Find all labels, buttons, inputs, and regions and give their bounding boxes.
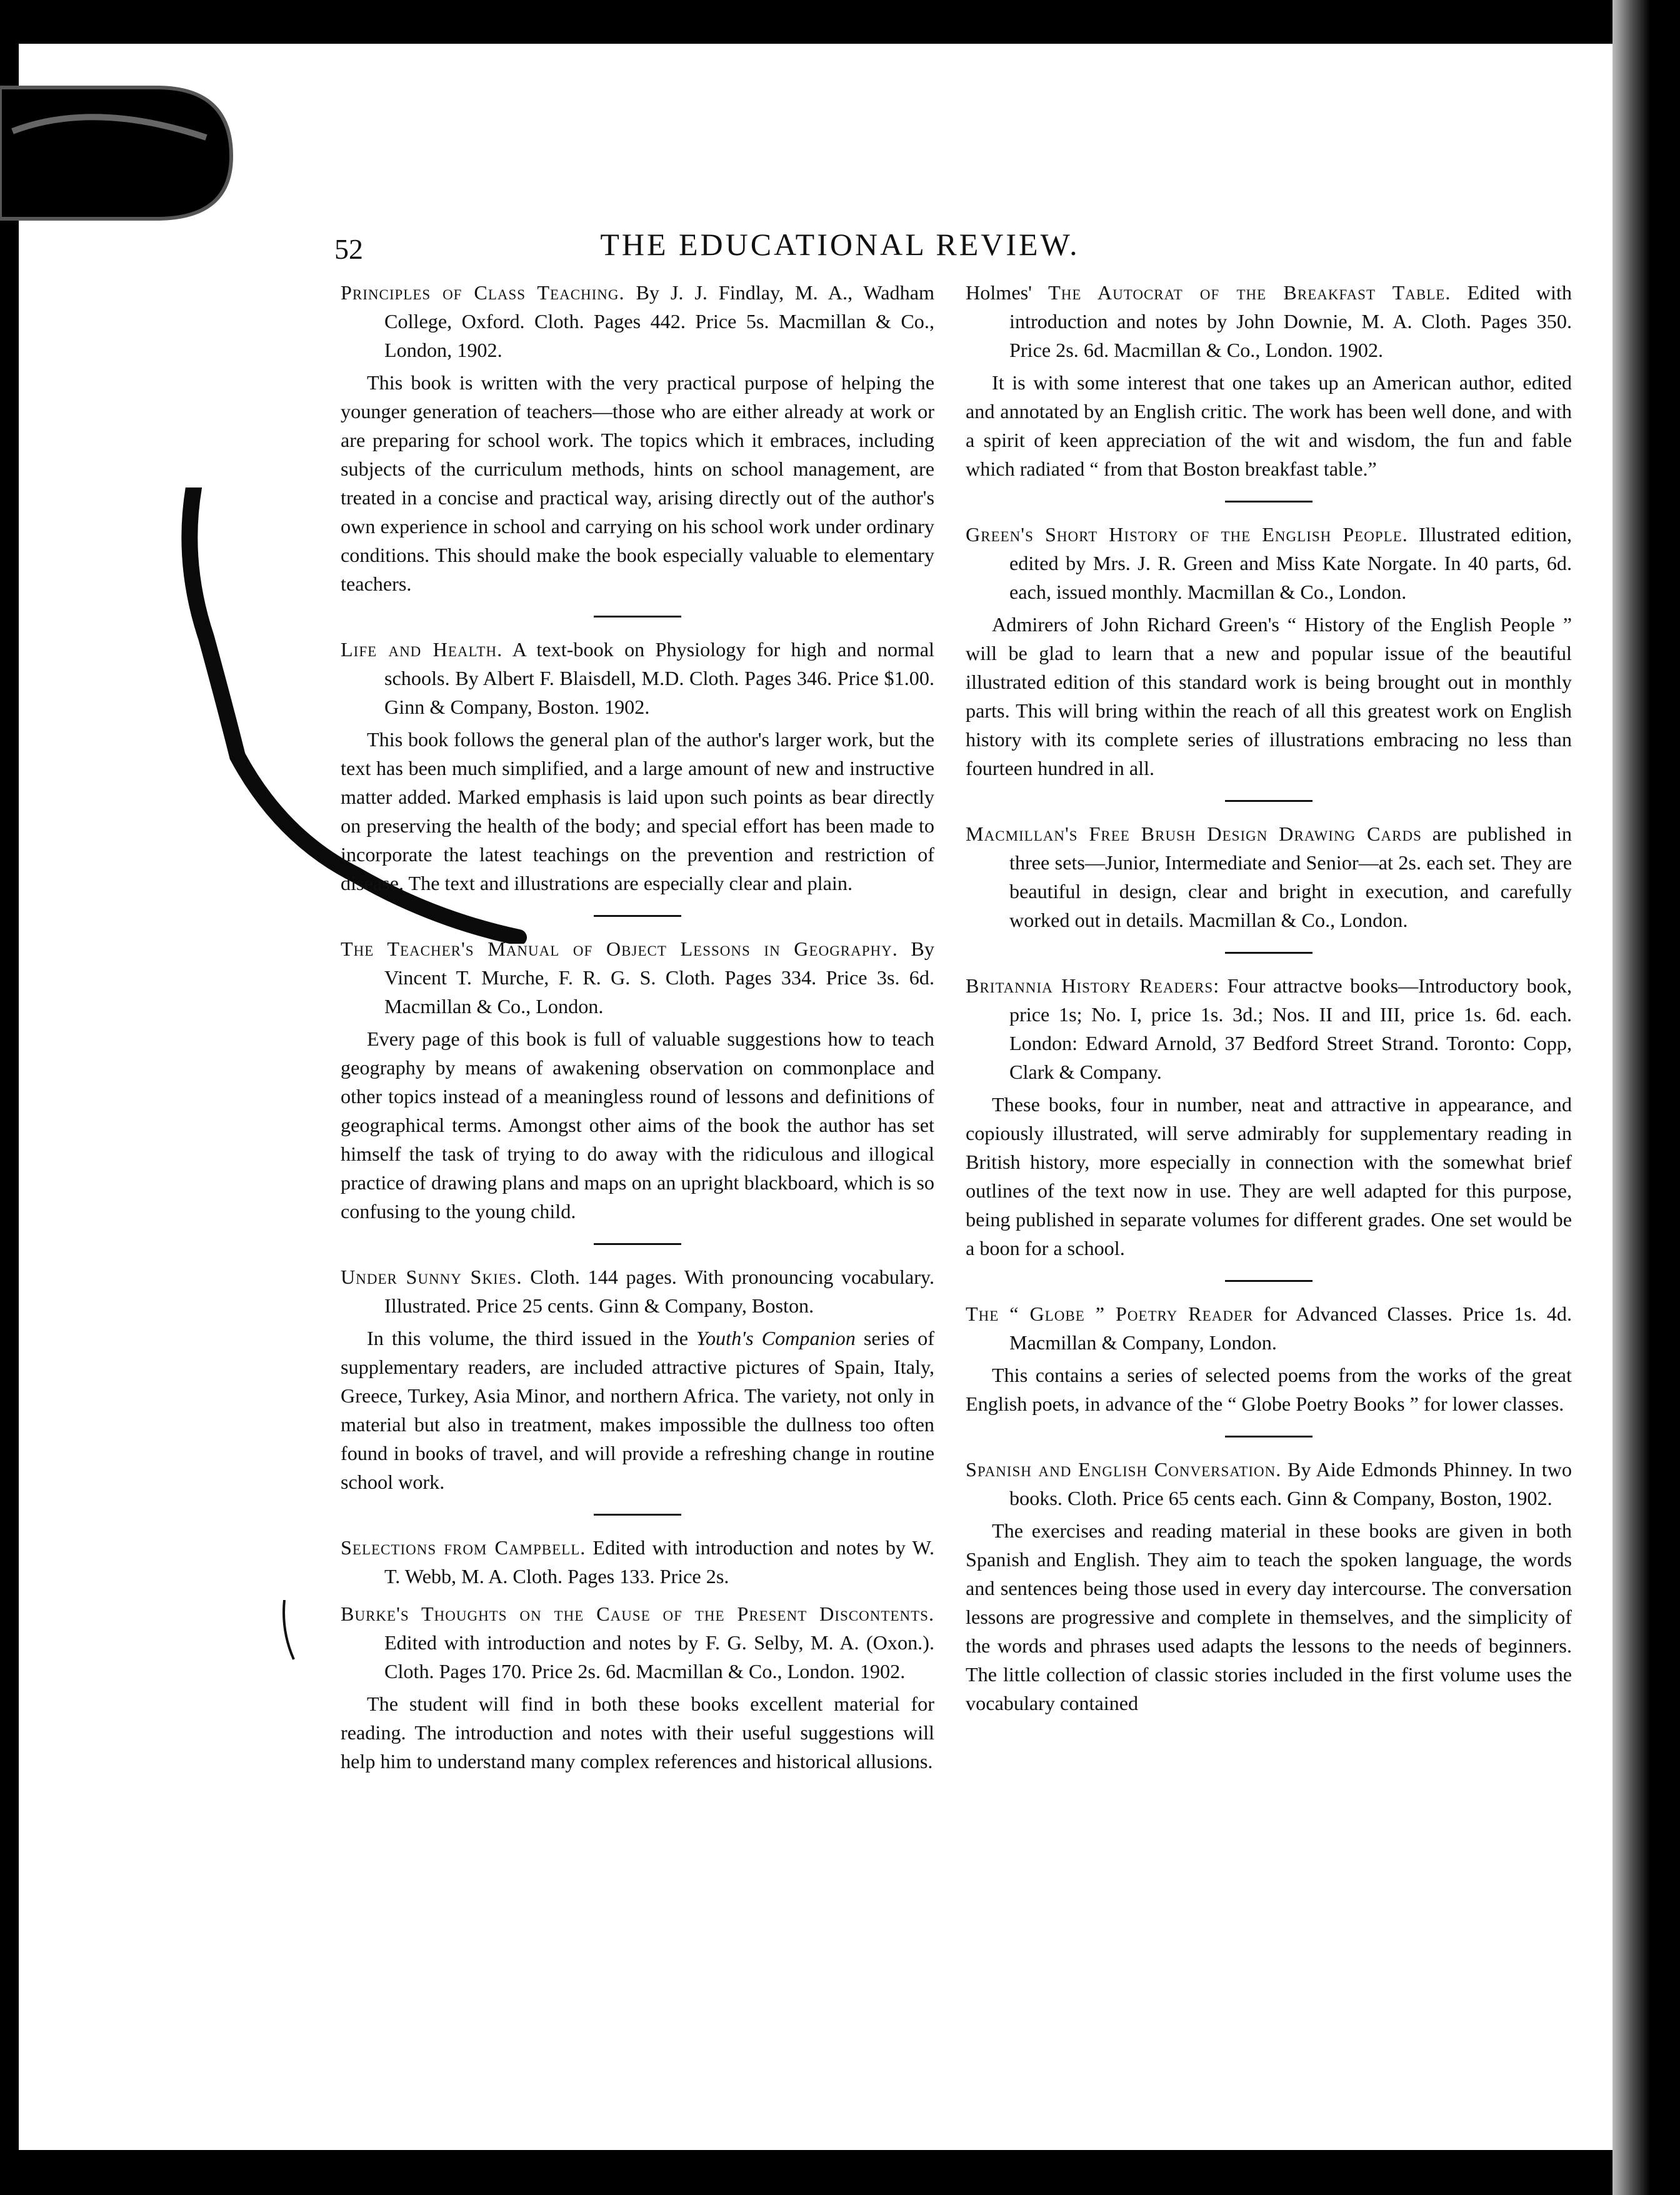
review-heading: [341, 1533, 934, 1591]
review-heading: [966, 278, 1572, 364]
review-body-italic-title: Youth's Companion: [696, 1327, 856, 1349]
review-globe-poetry-reader: [966, 1299, 1572, 1418]
review-title: Britannia History Readers:: [966, 974, 1220, 997]
review-title: Green's Short History of the English People.: [966, 523, 1408, 546]
running-head: THE EDUCATIONAL REVIEW.: [600, 227, 1080, 262]
review-spanish-english-conversation: [966, 1455, 1572, 1718]
review-bibliographic-details: Four attractve books—Introductory book, price 1s; No. I, price 1s. 3d.; Nos. II and III, price 1s. 6d. each. London: Edward Arnold, 37 Bedford Street Strand. Toronto: Copp, Clark & Company.: [1009, 974, 1572, 1083]
section-divider: [1225, 800, 1312, 802]
review-title: Life and Health.: [341, 638, 503, 661]
review-bibliographic-details: Illustrated edition, edited by Mrs. J. R. Green and Miss Kate Norgate. In 40 parts, 6d. each, issued monthly. Macmillan & Co., London.: [1009, 523, 1572, 603]
binding-clip-shadow: [0, 62, 238, 225]
review-selections-from-campbell: [341, 1533, 934, 1591]
section-divider: [1225, 952, 1312, 954]
page-number: 52: [334, 233, 363, 265]
review-life-and-health: [341, 635, 934, 898]
margin-ink-mark: [275, 1600, 300, 1662]
review-heading: [966, 1299, 1572, 1357]
review-heading: [341, 934, 934, 1021]
review-autocrat-breakfast-table: [966, 278, 1572, 483]
review-title: Principles of Class Teaching.: [341, 281, 625, 304]
section-divider: [1225, 1436, 1312, 1438]
section-divider: [594, 915, 681, 917]
section-divider: [1225, 501, 1312, 502]
review-heading: [341, 278, 934, 364]
review-bibliographic-details: A text-book on Physiology for high and normal schools. By Albert F. Blaisdell, M.D. Cloth. Pages 346. Price $1.00. Ginn & Company, Boston. 1902.: [384, 638, 935, 718]
review-body: Admirers of John Richard Green's “ History of the English People ” will be glad to learn that a new and popular issue of the beautiful illustrated edition of this standard work is being brought out in monthly parts. This will bring within the reach of all this greatest work on English history with its complete series of illustrations embracing no less than fourteen hundred in all.: [966, 613, 1572, 779]
review-body: This contains a series of selected poems from the works of the great English poets, in advance of the “ Globe Poetry Books ” for lower classes.: [966, 1364, 1572, 1415]
review-body: The exercises and reading material in these books are given in both Spanish and English. They aim to teach the spoken language, the words and sentences being those used in every day intercourse. The conversation lessons are progressive and complete in themselves, and the simplicity of the words and phrases used adapts the lessons to the needs of beginners. The little collection of classic stories included in the first volume uses the vocabulary contained: [966, 1519, 1572, 1714]
review-bibliographic-details: By Aide Edmonds Phinney. In two books. Cloth. Price 65 cents each. Ginn & Company, Boston, 1902.: [1009, 1458, 1572, 1509]
review-heading: [966, 971, 1572, 1086]
review-heading: [966, 1455, 1572, 1512]
section-divider: [594, 616, 681, 618]
review-body: This book follows the general plan of the author's larger work, but the text has been much simplified, and a large amount of new and instructive matter added. Marked emphasis is laid upon such points as bear directly on preserving the health of the body; and special effort has been made to incorporate the latest teachings on the prevention and restriction of disease. The text and illustrations are especially clear and plain.: [341, 728, 934, 894]
review-title: Burke's Thoughts on the Cause of the Present Discontents.: [341, 1602, 934, 1625]
review-body-text: In this volume, the third issued in the: [367, 1327, 697, 1349]
review-body: The student will find in both these books excellent material for reading. The introduction and notes with their useful suggestions will help him to understand many complex references and historical allusions.: [341, 1692, 934, 1772]
review-teachers-manual-object-lessons: [341, 934, 934, 1226]
review-heading: [341, 1262, 934, 1320]
section-divider: [594, 1243, 681, 1245]
review-heading: [341, 635, 934, 721]
left-column: [341, 278, 934, 1784]
review-title: Spanish and English Conversation.: [966, 1458, 1282, 1481]
review-body-text: series of supplementary readers, are included attractive pictures of Spain, Italy, Greece, Turkey, Asia Minor, and northern Africa. The variety, not only in material but also in treatment, makes impossible the dullness too often found in books of travel, and will provide a refreshing change in routine school work.: [341, 1327, 934, 1493]
review-title: The Teacher's Manual of Object Lessons in Geography.: [341, 938, 898, 960]
review-bibliographic-details: Cloth. 144 pages. With pronouncing vocabulary. Illustrated. Price 25 cents. Ginn & Company, Boston.: [384, 1266, 934, 1317]
review-title: The Autocrat of the Breakfast Table.: [1048, 281, 1451, 304]
review-body: It is with some interest that one takes up an American author, edited and annotated by an English critic. The work has been well done, and with a spirit of keen appreciation of the wit and wisdom, the fun and fable which radiated “ from that Boston breakfast table.”: [966, 371, 1572, 480]
page-gutter-shadow: [1612, 0, 1680, 2195]
review-body: These books, four in number, neat and attractive in appearance, and copiously illustrated, will serve admirably for supplementary reading in British history, more especially in connection with the somewhat brief outlines of the text now in use. They are well adapted for this purpose, being published in separate volumes for different grades. One set would be a boon for a school.: [966, 1093, 1572, 1259]
section-divider: [594, 1514, 681, 1516]
review-bibliographic-details: By J. J. Findlay, M. A., Wadham College, Oxford. Cloth. Pages 442. Price 5s. Macmillan & Co., London, 1902.: [384, 281, 935, 361]
review-title: The “ Globe ” Poetry Reader: [966, 1302, 1254, 1325]
scan-border-left: [0, 0, 19, 2195]
review-greens-short-history: [966, 520, 1572, 782]
review-bibliographic-details: are published in three sets—Junior, Intermediate and Senior—at 2s. each set. They are beautiful in design, clear and bright in execution, and carefully worked out in details. Macmillan & Co., London.: [1009, 822, 1572, 931]
right-column: [966, 278, 1572, 1726]
review-bibliographic-details: By Vincent T. Murche, F. R. G. S. Cloth. Pages 334. Price 3s. 6d. Macmillan & Co., London.: [384, 938, 934, 1018]
review-heading: [341, 1599, 934, 1686]
review-body: This book is written with the very practical purpose of helping the younger generation of teachers—those who are either already at work or are preparing for school work. The topics which it embraces, including subjects of the curriculum methods, hints on school management, are treated in a concise and practical way, arising directly out of the author's own experience in school and carrying on his school work under ordinary conditions. This should make the book especially valuable to elementary teachers.: [341, 371, 934, 595]
review-bibliographic-details: Edited with introduction and notes by F. G. Selby, M. A. (Oxon.). Cloth. Pages 170. Price 2s. 6d. Macmillan & Co., London. 1902.: [384, 1631, 934, 1682]
review-burkes-thoughts: [341, 1599, 934, 1776]
scan-border-top: [0, 0, 1680, 44]
review-heading: [966, 819, 1572, 934]
section-divider: [1225, 1280, 1312, 1282]
review-bibliographic-details: for Advanced Classes. Price 1s. 4d. Macmillan & Company, London.: [1009, 1302, 1572, 1354]
review-britannia-history-readers: [966, 971, 1572, 1262]
review-body: Every page of this book is full of valuable suggestions how to teach geography by means of awakening observation on commonplace and other topics instead of a meaningless round of lessons and definitions of geographical terms. Amongst other aims of the book the author has set himself the task of trying to do away with the ridiculous and illogical practice of drawing plans and maps on an upright blackboard, which is so confusing to the young child.: [341, 1028, 934, 1222]
review-bibliographic-details: Edited with introduction and notes by W. T. Webb, M. A. Cloth. Pages 133. Price 2s.: [384, 1536, 934, 1588]
review-body: [341, 1324, 934, 1496]
review-under-sunny-skies: [341, 1262, 934, 1496]
review-title: Selections from Campbell.: [341, 1536, 586, 1559]
review-bibliographic-details: Edited with introduction and notes by John Downie, M. A. Cloth. Pages 350. Price 2s. 6d. Macmillan & Co., London. 1902.: [1009, 281, 1572, 361]
review-brush-design-cards: [966, 819, 1572, 934]
review-author-prefix: Holmes': [966, 281, 1049, 304]
scan-border-bottom: [0, 2150, 1680, 2195]
review-title: Under Sunny Skies.: [341, 1266, 522, 1288]
review-title: Macmillan's Free Brush Design Drawing Cards: [966, 822, 1422, 845]
review-principles-class-teaching: [341, 278, 934, 598]
review-heading: [966, 520, 1572, 606]
